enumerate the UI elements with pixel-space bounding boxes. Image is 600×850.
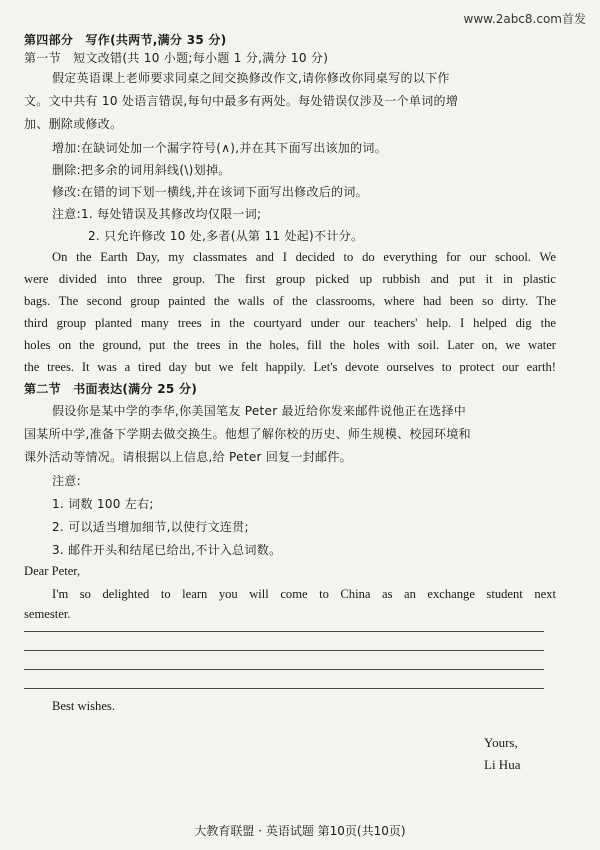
letter-opening-line-2: semester. bbox=[24, 607, 71, 621]
notes-title: 注意: bbox=[52, 474, 81, 488]
passage-line-1: On the Earth Day, my classmates and I decided to do everything for our school. We bbox=[52, 250, 556, 264]
note-1: 注意:1. 每处错误及其修改均仅限一词; bbox=[52, 207, 262, 221]
rule-delete: 删除:把多余的词用斜线(\)划掉。 bbox=[52, 163, 231, 177]
passage-line-6: the trees. It was a tired day but we felt happily. Let's devote ourselves to protect our earth! bbox=[24, 360, 556, 374]
note-2: 2. 只允许修改 10 处,多者(从第 11 处起)不计分。 bbox=[88, 229, 364, 243]
letter-signoff: Yours, bbox=[484, 735, 518, 750]
notes-item-1: 1. 词数 100 左右; bbox=[52, 497, 154, 511]
section1-heading: 第一节 短文改错(共 10 小题;每小题 1 分,满分 10 分) bbox=[24, 51, 329, 65]
notes-item-3: 3. 邮件开头和结尾已给出,不计入总词数。 bbox=[52, 543, 282, 557]
part-title: 第四部分 写作(共两节,满分 35 分) bbox=[24, 33, 227, 47]
rule-add: 增加:在缺词处加一个漏字符号(∧),并在其下面写出该加的词。 bbox=[52, 141, 388, 155]
letter-signature-name: Li Hua bbox=[484, 757, 521, 772]
passage-line-4: third group planted many trees in the courtyard under our teachers' help. I helped dig the bbox=[24, 316, 556, 330]
passage-line-2: were divided into three group. The first group picked up rubbish and put it in plastic bbox=[24, 272, 556, 286]
writing-line-3 bbox=[24, 669, 544, 670]
writing-line-2 bbox=[24, 650, 544, 651]
passage-line-3: bags. The second group painted the walls of the classrooms, where had been so dirty. The bbox=[24, 294, 556, 308]
letter-opening-line-1: I'm so delighted to learn you will come to China as an exchange student next bbox=[52, 587, 556, 601]
prompt-line-3: 课外活动等情况。请根据以上信息,给 Peter 回复一封邮件。 bbox=[24, 450, 352, 464]
writing-line-1 bbox=[24, 631, 544, 632]
instruction-line-1: 假定英语课上老师要求同桌之间交换修改作文,请你修改你同桌写的以下作 bbox=[52, 71, 450, 85]
notes-item-2: 2. 可以适当增加细节,以使行文连贯; bbox=[52, 520, 249, 534]
page-footer: 大教育联盟 · 英语试题 第10页(共10页) bbox=[194, 824, 406, 838]
section2-heading: 第二节 书面表达(满分 25 分) bbox=[24, 382, 198, 396]
instruction-line-2: 文。文中共有 10 处语言错误,每句中最多有两处。每处错误仅涉及一个单词的增 bbox=[24, 94, 459, 108]
letter-closing: Best wishes. bbox=[52, 699, 115, 713]
writing-line-4 bbox=[24, 688, 544, 689]
watermark-text: www.2abc8.com首发 bbox=[463, 12, 586, 26]
rule-modify: 修改:在错的词下划一横线,并在该词下面写出修改后的词。 bbox=[52, 185, 368, 199]
instruction-line-3: 加、删除或修改。 bbox=[24, 117, 123, 131]
prompt-line-2: 国某所中学,准备下学期去做交换生。他想了解你校的历史、师生规模、校园环境和 bbox=[24, 427, 471, 441]
letter-salutation: Dear Peter, bbox=[24, 564, 81, 578]
passage-line-5: holes on the ground, put the trees in the holes, fill the holes with soil. Later on, we water bbox=[24, 338, 556, 352]
prompt-line-1: 假设你是某中学的李华,你美国笔友 Peter 最近给你发来邮件说他正在选择中 bbox=[52, 404, 467, 418]
